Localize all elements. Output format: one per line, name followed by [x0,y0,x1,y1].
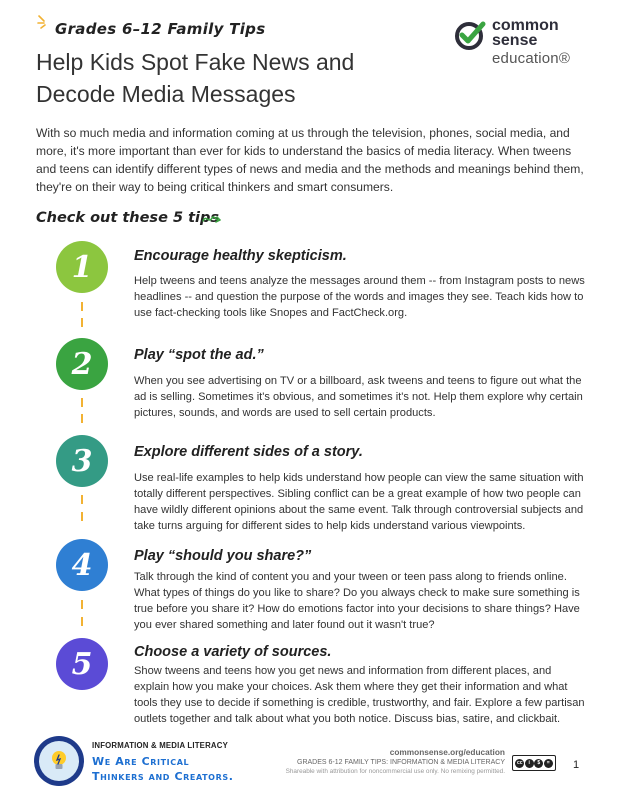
page-number: 1 [573,759,580,771]
slogan-line-2: Thinkers and Creators. [92,770,234,783]
tip-title-4: Play “should you share?” [134,548,312,564]
tip-body-4: Talk through the kind of content you and your tween or teen pass along to friends online. What types of things do you like to share? Do you always check to make sure something is true before you share it? How do emotions factor into your decisions to share things? Have you ever shared something and later found out it wasn't true? [134,571,580,631]
tip-number-4 [56,539,108,591]
common-sense-logo [454,18,584,70]
tip-number-text: 5 [71,646,93,682]
tip-number-3 [56,435,108,487]
connector-dash [81,398,83,407]
grades-label: Grades 6–12 Family Tips [55,20,266,38]
tip-number-2 [56,338,108,390]
creative-commons-badge-icon [512,755,556,771]
cc-icon: cc [516,760,523,766]
tip-title-5: Choose a variety of sources. [134,644,332,660]
connector-dash [81,600,83,609]
connector-dash [81,617,83,626]
cc-nd-icon: = [544,759,553,768]
logo-common: common [492,17,559,34]
title-line-2: Decode Media Messages [36,81,296,107]
sparkle-icon [36,14,52,30]
tip-title-3: Explore different sides of a story. [134,444,363,460]
tips-heading: Check out these 5 tips [36,210,219,226]
slogan-line-1: We Are Critical [92,755,190,768]
tip-title-2: Play “spot the ad.” [134,347,264,363]
tip-number-text: 2 [71,346,93,382]
logo-text [492,18,559,48]
footer-license-text: Shareable with attribution for noncommercial use only. No remixing permitted. [285,768,505,775]
footer-url[interactable]: commonsense.org/education [389,747,505,757]
lightbulb-icon [48,748,70,774]
footer-slogan [92,754,233,784]
lightbulb-badge [34,736,84,786]
logo-education: education® [492,50,571,67]
connector-dash [81,512,83,521]
page-title [36,46,354,110]
connector-dash [81,302,83,311]
cc-by-icon: i [525,759,534,768]
connector-dash [81,495,83,504]
intro-paragraph: With so much media and information coming at us through the television, phones, social media, and more, it's more important than ever for kids to understand the basics of media literacy. When tweens and teens can identify different types of news and media and the methods and meanings behind them, they're on their way to being critical thinkers and smart consumers. [36,126,584,194]
tip-number-1 [56,241,108,293]
tip-body-1: Help tweens and teens analyze the messages around them -- from Instagram posts to news headlines -- and question the purpose of the words and images they see. Teach kids how to use fact-checking tools like Snopes and FactCheck.org. [134,275,585,319]
logo-check-icon [454,20,486,52]
logo-sense: sense [492,32,538,49]
tip-number-text: 3 [71,443,93,479]
tip-number-text: 1 [71,249,93,285]
tip-body-3: Use real-life examples to help kids understand how people can view the same situation with totally different perspectives. Sibling conflict can be a great example of how two people can have wildly different opinions about the same event. Talk through controversial subjects and take turns arguing for different sides to help kids understand various viewpoints. [134,472,584,532]
connector-dash [81,414,83,423]
title-line-1: Help Kids Spot Fake News and [36,49,355,75]
tip-number-5 [56,638,108,690]
tip-number-text: 4 [71,547,93,583]
tip-body-5: Show tweens and teens how you get news and information from different places, and explain how you make your choices. Ask them where they get their information and what tools they use to decide if something is credible, trustworthy, and fair. Explore a few partisan outlets together and talk about what you both notice. Discuss bias, satire, and clickbait. [134,665,585,725]
cc-nc-icon: $ [534,759,543,768]
tip-body-2: When you see advertising on TV or a billboard, ask tweens and teens to figure out what the ad is selling. Sometimes it's obvious, and sometimes it's not. Help them explore why certain pictures, sounds, and words are used to sell certain products. [134,375,583,419]
footer-doc-title: GRADES 6-12 FAMILY TIPS: INFORMATION & MEDIA LITERACY [297,759,505,766]
squiggle-arrow-icon [201,212,223,226]
connector-dash [81,318,83,327]
footer-category: INFORMATION & MEDIA LITERACY [92,741,228,750]
tip-title-1: Encourage healthy skepticism. [134,248,347,264]
